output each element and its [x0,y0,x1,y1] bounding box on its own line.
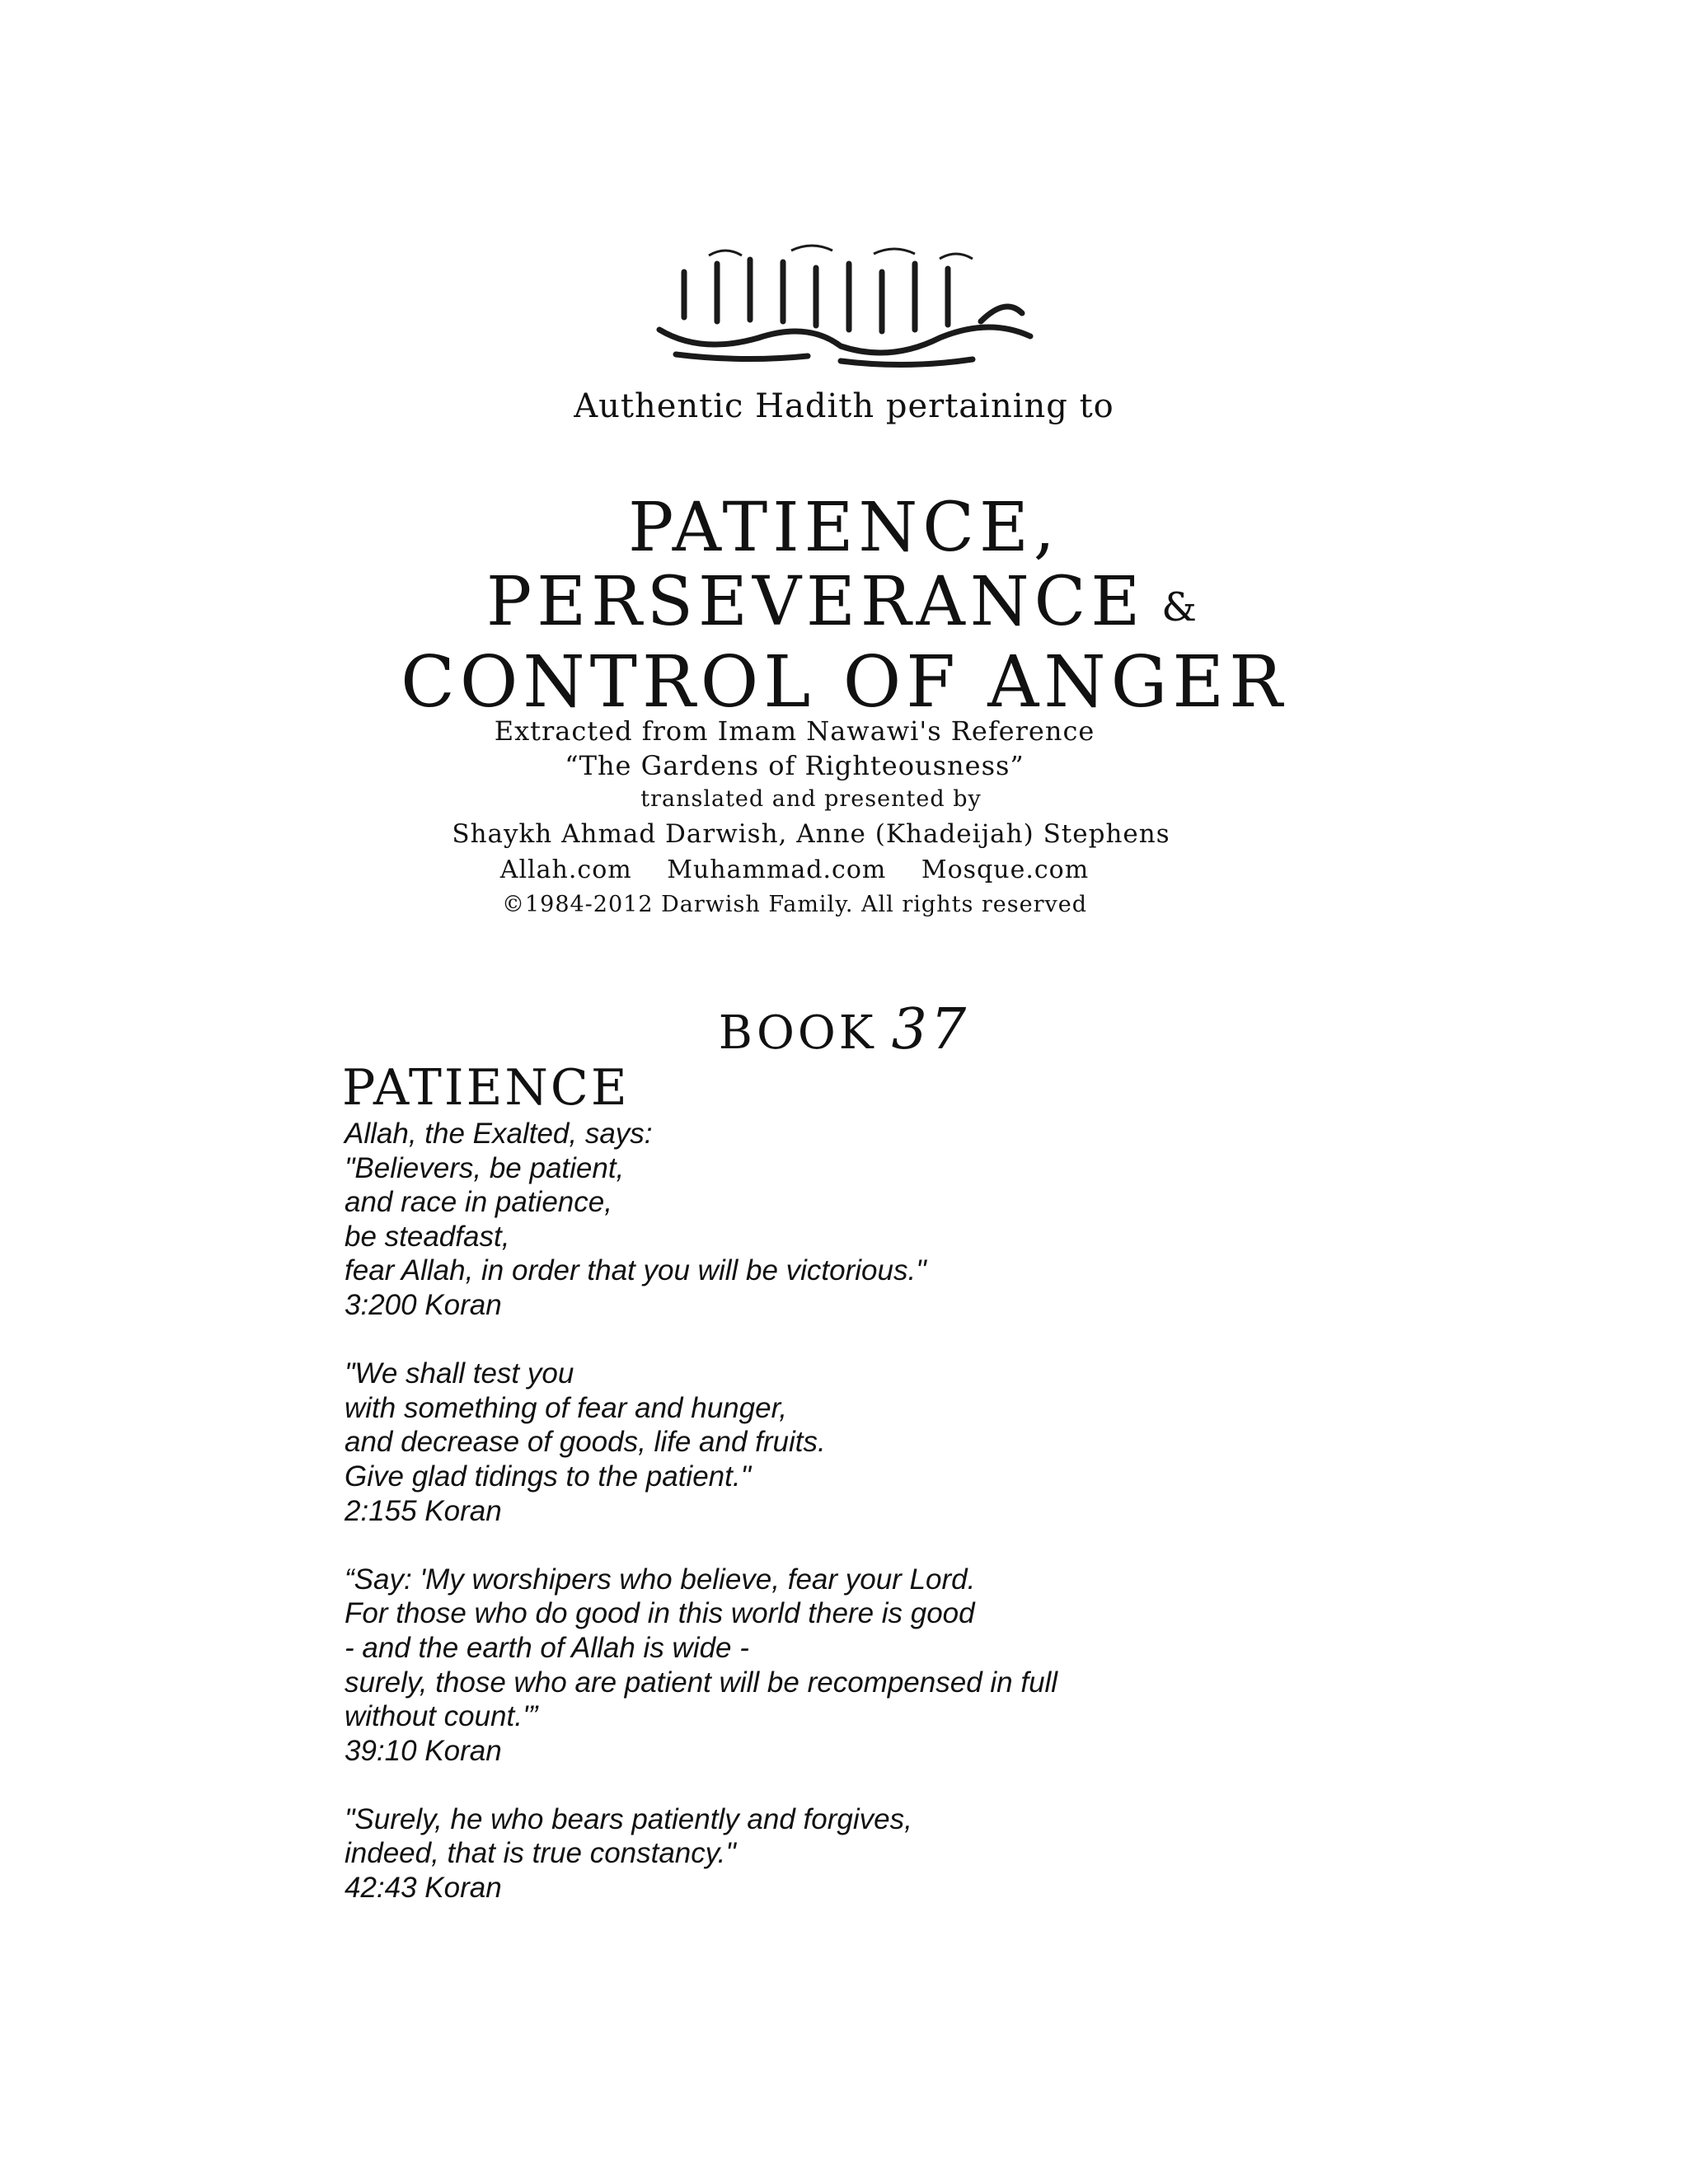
verse-line: indeed, that is true constancy." [345,1837,736,1870]
title-perseverance: PERSEVERANCE [486,563,1146,641]
verse-line: and race in patience, [345,1186,612,1219]
verse-line: “Say: 'My worshipers who believe, fear your Lord. [345,1563,976,1596]
verse-line: without count.'” [345,1700,538,1733]
verse-stanza [345,1563,1498,1769]
title-line-3: CONTROL OF ANGER [401,641,1287,724]
verse-line: "Believers, be patient, [345,1151,625,1184]
verse-stanza [345,1117,1498,1323]
verse-line: Give glad tidings to the patient." [345,1460,752,1493]
copyright: ©1984-2012 Darwish Family. All rights reserved [501,892,1088,917]
verse-line: 2:155 Koran [345,1494,502,1527]
title-line-2 [0,563,1688,641]
verse-line: fear Allah, in order that you will be victorious." [345,1254,926,1287]
verse-line: - and the earth of Allah is wide - [345,1631,749,1664]
verses-body [345,1117,1498,1939]
translated-by: translated and presented by [640,786,982,812]
source-line-1: Extracted from Imam Nawawi's Reference [494,715,1095,747]
verse-stanza [345,1802,1498,1905]
verse-line: "Surely, he who bears patiently and forgives, [345,1802,912,1835]
verse-line: and decrease of goods, life and fruits. [345,1426,826,1459]
authors: Shaykh Ahmad Darwish, Anne (Khadeijah) Stephens [452,819,1170,849]
verse-line: 3:200 Koran [345,1288,502,1321]
intro-line: Authentic Hadith pertaining to [574,387,1114,425]
verse-line: "We shall test you [345,1357,574,1390]
book-heading [0,997,1688,1062]
title-line-1: PATIENCE, [628,489,1060,567]
book-number: 37 [891,997,970,1062]
book-label: BOOK [718,1006,877,1060]
verse-line: with something of fear and hunger, [345,1391,788,1424]
website-links [0,855,1639,884]
verse-line: 39:10 Koran [345,1734,502,1767]
verse-line: 42:43 Koran [345,1872,502,1905]
verse-line: For those who do good in this world there is good [345,1597,975,1630]
title-ampersand: & [1161,583,1202,630]
bismillah-calligraphy [626,239,1055,371]
site-mosque: Mosque.com [921,855,1090,884]
section-title: PATIENCE [342,1059,630,1117]
source-line-2: “The Gardens of Righteousness” [565,750,1025,781]
verse-line: Allah, the Exalted, says: [345,1118,653,1150]
site-muhammad: Muhammad.com [667,855,887,884]
verse-line: be steadfast, [345,1220,510,1253]
verse-line: surely, those who are patient will be recompensed in full [345,1666,1058,1699]
verse-stanza [345,1357,1498,1528]
site-allah: Allah.com [499,855,632,884]
